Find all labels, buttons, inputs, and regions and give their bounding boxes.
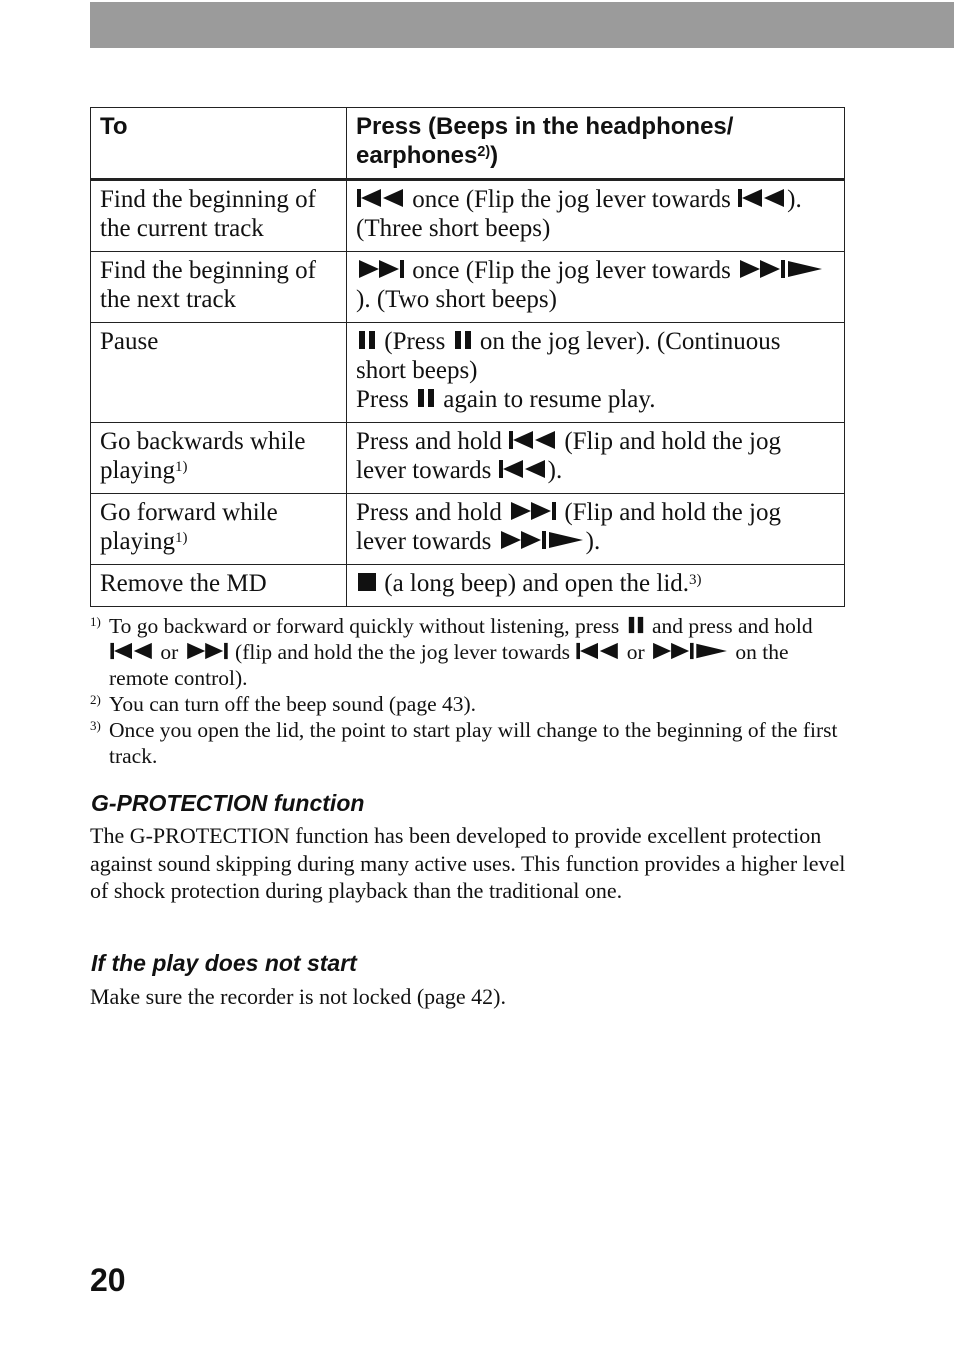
previous-track-icon [110, 642, 154, 660]
table-row [91, 252, 845, 323]
previous-track-icon [509, 430, 557, 450]
row-press: Press and hold (Flip and hold the jog lever towards ). [347, 423, 845, 494]
row-to: Find the beginning of the next track [91, 252, 347, 323]
row-to: Find the beginning of the current track [91, 180, 347, 252]
section-body-nostart: Make sure the recorder is not locked (page 42). [90, 984, 507, 1009]
row-to: Go backwards while playing$^{1)}$ [91, 423, 347, 494]
table-row [91, 494, 845, 565]
header-to: To [91, 108, 347, 180]
pause-icon [357, 330, 377, 350]
row-to: Remove the MD [91, 565, 347, 607]
row-press: once (Flip the jog lever towards ). (Two short beeps) [347, 252, 845, 323]
row-to: Pause [91, 323, 347, 423]
section-heading-nostart: If the play does not start [91, 950, 357, 976]
table-row [91, 180, 845, 252]
previous-track-icon [738, 188, 786, 208]
footnote-1: 1) To go backward or forward quickly without listening, press and press and hold or (flip and hold the the jog lever towards or on the remote control). [90, 614, 813, 690]
previous-track-icon [499, 459, 547, 479]
section-body-gprotection: The G-PROTECTION function has been developed to provide excellent protection against sound skipping during many active uses. This function provides a higher level of shock protection during playback than the traditional one. [90, 823, 846, 903]
next-track-icon [509, 501, 557, 521]
footnote-3: 3) Once you open the lid, the point to start play will change to the beginning of the first track. [90, 718, 838, 768]
footnote-2: 2) You can turn off the beep sound (page 43). [90, 692, 477, 716]
row-press: (Press on the jog lever). (Continuous short beeps) Press again to resume play. [347, 323, 845, 423]
row-to: Go forward while playing$^{1)}$ [91, 494, 347, 565]
pause-icon [453, 330, 473, 350]
footnotes [90, 613, 850, 769]
header-bar [90, 2, 954, 48]
next-play-icon [651, 642, 729, 660]
next-track-icon [357, 259, 405, 279]
operations-table [90, 107, 845, 607]
next-play-icon [738, 259, 824, 279]
page-number: 20 [90, 1262, 126, 1298]
header-press: Press (Beeps in the headphones/ earphones$^{2)}$) [347, 108, 845, 180]
next-play-icon [499, 530, 585, 550]
table-row [91, 323, 845, 423]
stop-icon [357, 572, 377, 592]
pause-icon [626, 616, 646, 634]
previous-track-icon [576, 642, 620, 660]
row-press: (a long beep) and open the lid.$^{3)}$ [347, 565, 845, 607]
table-row [91, 565, 845, 607]
pause-icon [416, 388, 436, 408]
next-track-icon [185, 642, 229, 660]
section-heading-gprotection: G-PROTECTION function [91, 790, 365, 816]
row-press: once (Flip the jog lever towards ). (Three short beeps) [347, 180, 845, 252]
previous-track-icon [357, 188, 405, 208]
table-header-row [91, 108, 845, 180]
table-row [91, 423, 845, 494]
row-press: Press and hold (Flip and hold the jog lever towards ). [347, 494, 845, 565]
